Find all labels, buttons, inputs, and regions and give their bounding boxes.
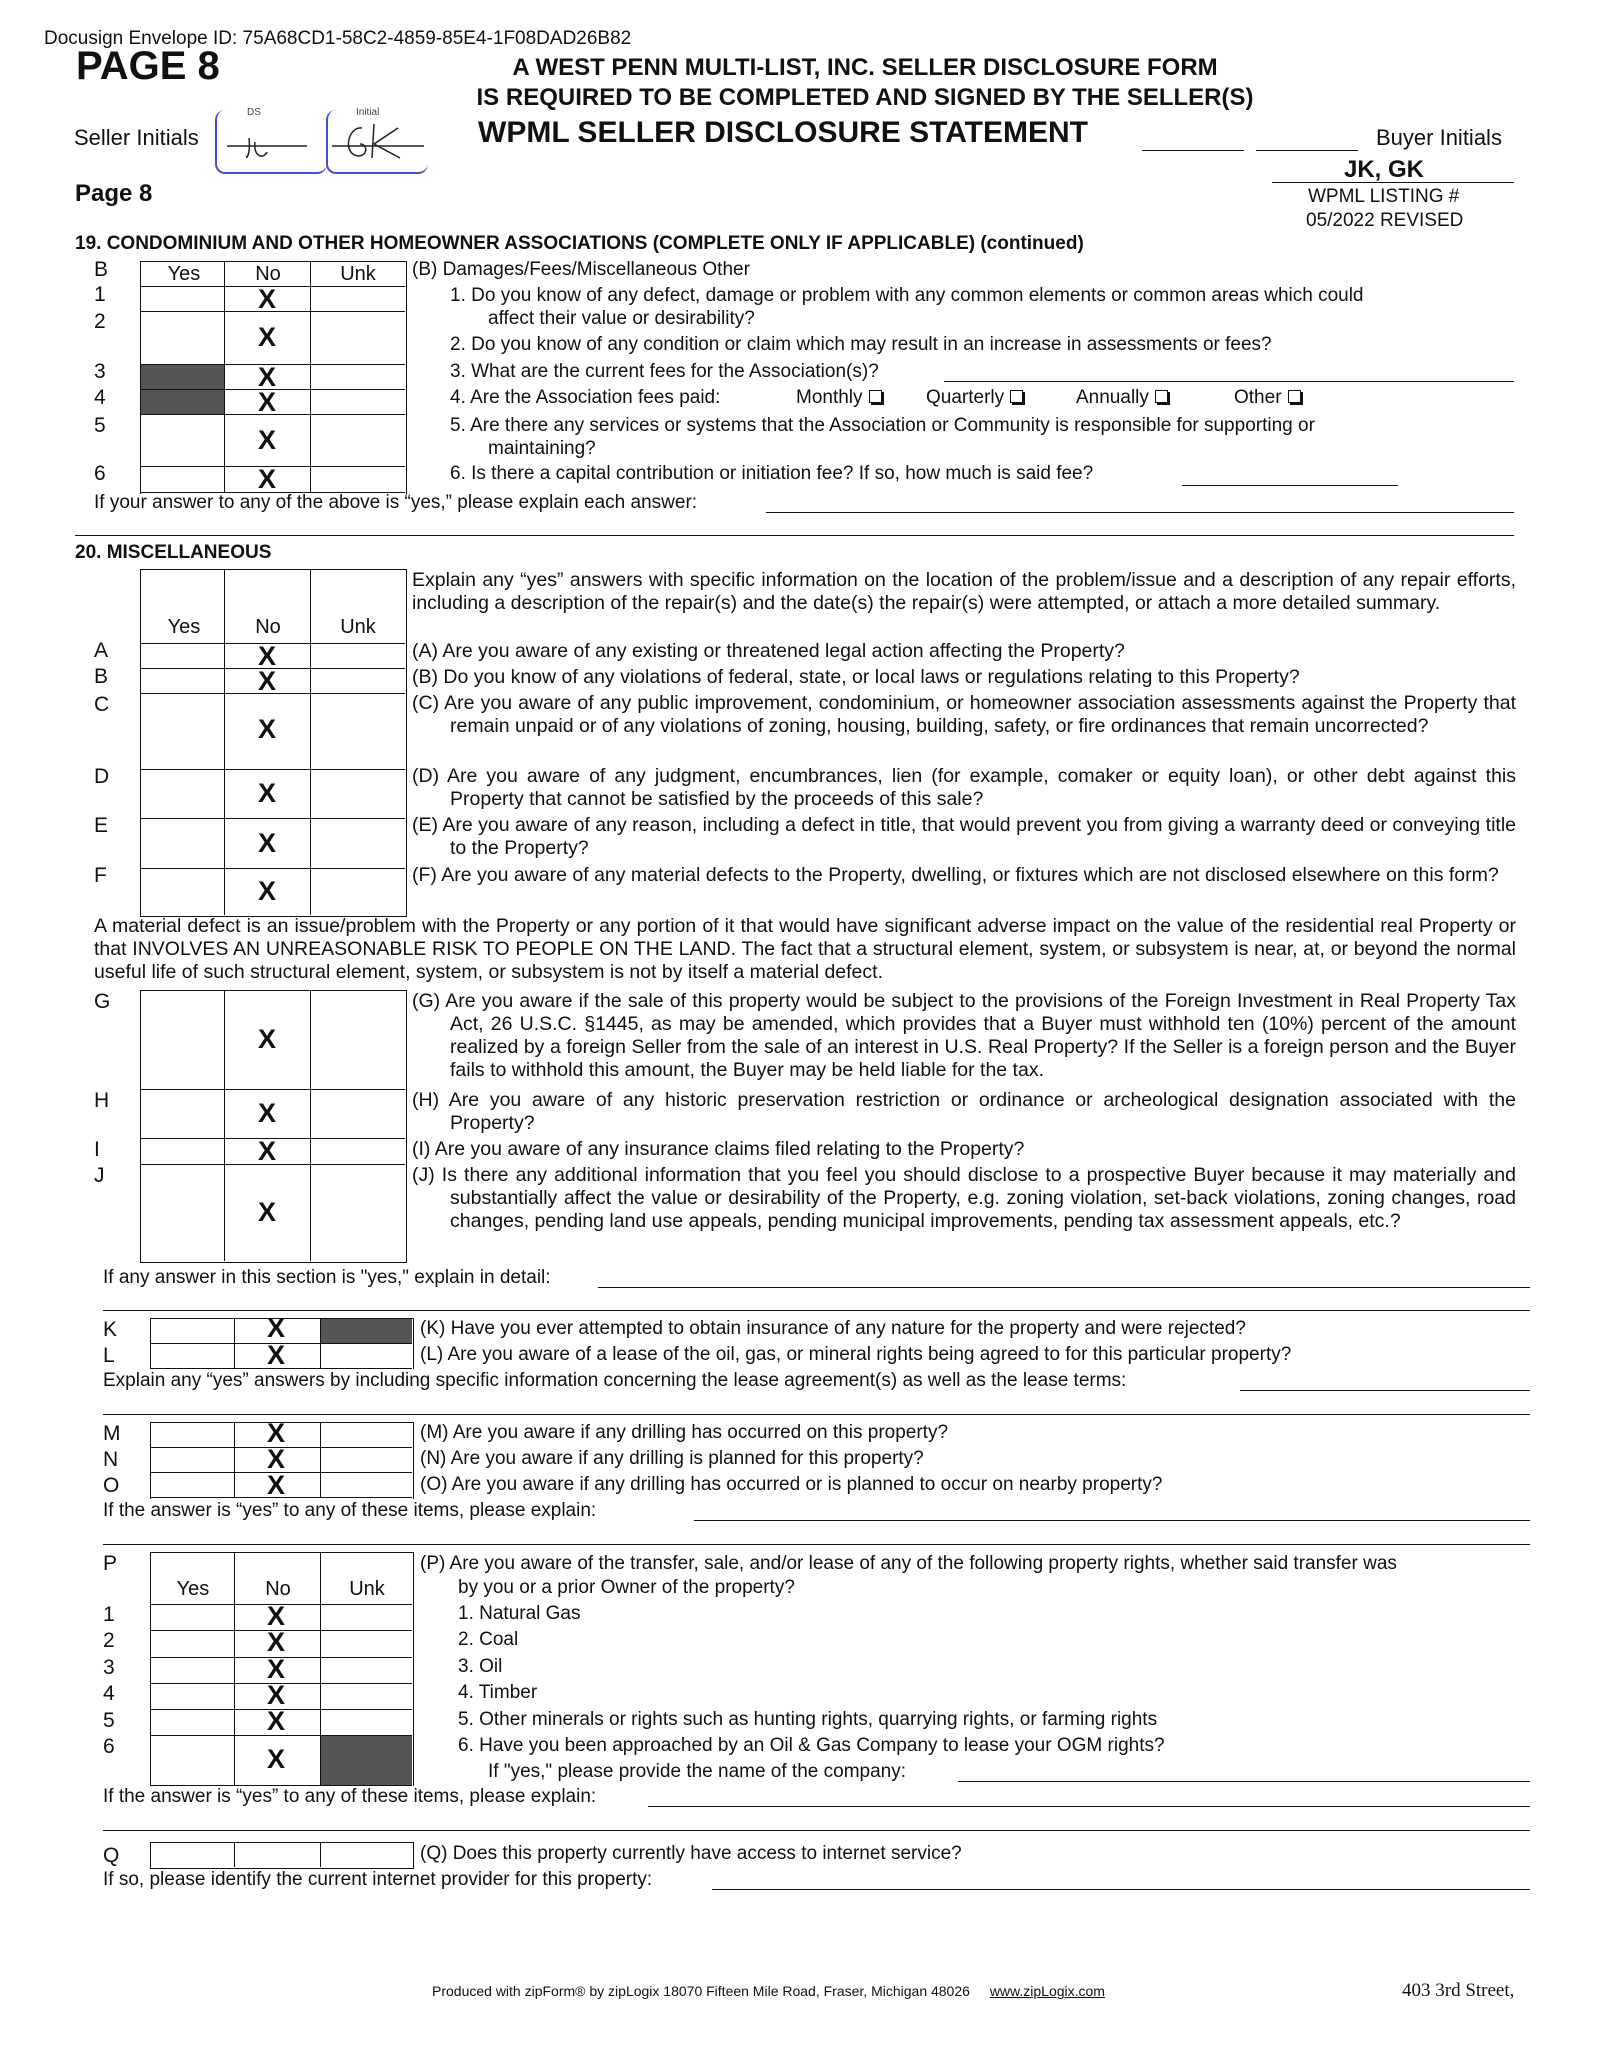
question-f: (F) Are you aware of any material defects to the Property, dwelling, or fixtures which are not disclosed elsewhere on this form?: [412, 864, 1499, 886]
question-h: (H) Are you aware of any historic preservation restriction or ordinance or archeological designation associated with the Property?: [412, 1089, 1516, 1134]
question-5: 5. Are there any services or systems that the Association or Community is responsible for supporting or: [450, 415, 1315, 436]
answer-no-mark[interactable]: X: [257, 641, 276, 671]
section-19-heading: 19. CONDOMINIUM AND OTHER HOMEOWNER ASSOCIATIONS (COMPLETE ONLY IF APPLICABLE) (continued): [75, 233, 1084, 254]
col-unk: Unk: [340, 616, 376, 638]
answer-no-mark[interactable]: X: [257, 778, 276, 808]
buyer-initials-value: JK, GK: [1344, 156, 1425, 183]
question-a: (A) Are you aware of any existing or threatened legal action affecting the Property?: [412, 640, 1125, 662]
question-b: (B) Do you know of any violations of federal, state, or local laws or regulations relating to this Property?: [412, 666, 1300, 688]
row-letter: K: [103, 1318, 118, 1341]
col-yes: Yes: [176, 1578, 210, 1600]
question-g: (G) Are you aware if the sale of this property would be subject to the provisions of the Foreign Investment in Real Property Tax Act, 26 U.S.C. §1445, as may be amended, which provides that a Buyer must withhold ten (10%) percent of the amount realized by a foreign Seller from the sale of an interest in U.S. Real Property? If the Seller is a foreign person and the Buyer fails to withhold this amount, the Buyer may be held liable for the tax.: [412, 990, 1516, 1081]
revised-date: 05/2022 REVISED: [1306, 210, 1464, 231]
answer-no-mark[interactable]: X: [266, 1418, 285, 1448]
ds-tag: DS: [247, 107, 261, 118]
answer-no-mark[interactable]: X: [266, 1706, 285, 1736]
question-k: (K) Have you ever attempted to obtain insurance of any nature for the property and were rejected?: [420, 1318, 1246, 1339]
checkbox-icon[interactable]: [869, 390, 882, 403]
envelope-id: Docusign Envelope ID: 75A68CD1-58C2-4859-85E4-1F08DAD26B82: [44, 28, 632, 49]
answer-no-mark[interactable]: X: [257, 362, 276, 392]
row-number: 3: [103, 1656, 115, 1679]
question-4: 4. Are the Association fees paid:: [450, 387, 721, 408]
row-number: 2: [94, 310, 106, 333]
question-i: (I) Are you aware of any insurance claims filed relating to the Property?: [412, 1138, 1025, 1160]
row-letter: F: [94, 864, 107, 887]
internet-provider-label: If so, please identify the current internet provider for this property:: [103, 1869, 653, 1890]
answer-no-mark[interactable]: X: [257, 1098, 276, 1128]
row-letter: N: [103, 1448, 119, 1471]
section-20-intro: Explain any “yes” answers with specific information on the location of the problem/issue and a description of any repair efforts, including a description of the repair(s) and the date(s) the repair(s) were attempted, or attach a more detailed summary.: [412, 569, 1516, 614]
question-d: (D) Are you aware of any judgment, encumbrances, lien (for example, comaker or equity loan), or other debt against this Property that cannot be satisfied by the proceeds of this sale?: [412, 765, 1516, 810]
form-title-1: A WEST PENN MULTI-LIST, INC. SELLER DISCLOSURE FORM: [512, 54, 1218, 81]
material-defect-definition: A material defect is an issue/problem with the Property or any portion of it that would have significant adverse impact on the value of the residential real Property or that INVOLVES AN UNREASONABLE RISK TO PEOPLE ON THE LAND. The fact that a structural element, system, or subsystem is near, at, or beyond the normal useful life of such structural element, system, or subsystem is not by itself a material defect.: [94, 915, 1516, 983]
answer-no-mark[interactable]: X: [266, 1444, 285, 1474]
form-title-2: IS REQUIRED TO BE COMPLETED AND SIGNED BY THE SELLER(S): [476, 84, 1254, 111]
p-item: 3. Oil: [458, 1656, 503, 1677]
explain-line[interactable]: [75, 535, 1514, 536]
section-19-explain: If your answer to any of the above is “yes,” please explain each answer:: [94, 492, 698, 513]
initial-tag: Initial: [356, 107, 380, 118]
listing-label: WPML LISTING #: [1308, 186, 1460, 207]
question-j: (J) Is there any additional information that you feel you should disclose to a prospective Buyer because it may materially and substantially affect the value or desirability of the Property, e.g. zoning violation, set-back violations, zoning changes, road changes, pending land use appeals, pending municipal improvements, pending tax assessment appeals, etc.?: [412, 1164, 1516, 1232]
fee-option-other[interactable]: Other: [1234, 387, 1301, 409]
internet-provider-line[interactable]: [712, 1889, 1530, 1890]
seller-initial-box-1[interactable]: [215, 107, 327, 174]
seller-signature-2: [328, 114, 428, 170]
answer-no-mark[interactable]: X: [266, 1313, 285, 1343]
explain-line[interactable]: [103, 1830, 1530, 1831]
fee-amount-line[interactable]: [1182, 485, 1398, 486]
page-label: Page 8: [75, 180, 153, 207]
explain-line[interactable]: [103, 1310, 1530, 1311]
explain-line[interactable]: [648, 1806, 1530, 1807]
footer-producer: [432, 1983, 1105, 1999]
p-item: 2. Coal: [458, 1629, 519, 1650]
footer-text: Produced with zipForm® by zipLogix 18070 Fifteen Mile Road, Fraser, Michigan 48026: [432, 1983, 970, 1999]
explain-line[interactable]: [1240, 1390, 1530, 1391]
question-n: (N) Are you aware if any drilling is planned for this property?: [420, 1448, 924, 1469]
section-20-heading: 20. MISCELLANEOUS: [75, 542, 272, 563]
p-company: If "yes," please provide the name of the company:: [488, 1761, 906, 1782]
answer-no-mark[interactable]: X: [257, 714, 276, 744]
col-yes: Yes: [167, 263, 201, 285]
col-no: No: [255, 616, 281, 638]
question-l: (L) Are you aware of a lease of the oil, gas, or mineral rights being agreed to for this particular property?: [420, 1344, 1292, 1365]
row-letter: G: [94, 990, 111, 1013]
answer-no-mark[interactable]: X: [266, 1744, 285, 1774]
form-title-3: WPML SELLER DISCLOSURE STATEMENT: [478, 116, 1089, 149]
p-item: 4. Timber: [458, 1682, 538, 1703]
row-number: 6: [103, 1735, 115, 1758]
page-title-big: PAGE 8: [76, 44, 220, 88]
row-letter: C: [94, 693, 110, 716]
answer-no-mark[interactable]: X: [257, 1024, 276, 1054]
answer-no-mark[interactable]: X: [257, 1197, 276, 1227]
row-number: 5: [103, 1709, 115, 1732]
answer-no-mark[interactable]: X: [257, 828, 276, 858]
row-number: 4: [103, 1682, 115, 1705]
answer-no-mark[interactable]: X: [257, 1136, 276, 1166]
question-p-cont: by you or a prior Owner of the property?: [458, 1577, 795, 1598]
p-item: 1. Natural Gas: [458, 1603, 581, 1624]
question-m: (M) Are you aware if any drilling has occurred on this property?: [420, 1422, 949, 1443]
row-letter: O: [103, 1474, 120, 1497]
row-letter: M: [103, 1422, 121, 1445]
property-address: 403 3rd Street,: [1402, 1980, 1515, 2001]
explain-line[interactable]: [694, 1520, 1530, 1521]
question-3: 3. What are the current fees for the Association(s)?: [450, 361, 879, 382]
row-number: 6: [94, 462, 106, 485]
question-heading: (B) Damages/Fees/Miscellaneous Other: [412, 259, 750, 280]
row-number: 4: [94, 386, 106, 409]
answer-no-mark[interactable]: X: [257, 666, 276, 696]
p-item: 5. Other minerals or rights such as hunting rights, quarrying rights, or farming rights: [458, 1709, 1158, 1730]
drilling-explain: If the answer is “yes” to any of these items, please explain:: [103, 1500, 597, 1521]
explain-line[interactable]: [103, 1414, 1530, 1415]
question-e: (E) Are you aware of any reason, including a defect in title, that would prevent you from giving a warranty deed or conveying title to the Property?: [412, 814, 1516, 859]
question-2: 2. Do you know of any condition or claim which may result in an increase in assessments or fees?: [450, 334, 1272, 355]
answer-no-mark[interactable]: X: [257, 464, 276, 494]
row-number: 3: [94, 360, 106, 383]
explain-line[interactable]: [103, 1544, 1530, 1545]
checkbox-icon[interactable]: [1288, 390, 1301, 403]
row-letter: D: [94, 765, 110, 788]
col-no: No: [265, 1578, 291, 1600]
row-number: 5: [94, 414, 106, 437]
seller-signature-1: [217, 116, 317, 166]
question-1-cont: affect their value or desirability?: [488, 308, 755, 329]
answer-no-mark[interactable]: X: [266, 1470, 285, 1500]
row-number: 1: [103, 1603, 115, 1626]
row-letter: B: [94, 258, 109, 281]
question-o: (O) Are you aware if any drilling has occurred or is planned to occur on nearby property?: [420, 1474, 1163, 1495]
p-item: 6. Have you been approached by an Oil & Gas Company to lease your OGM rights?: [458, 1735, 1165, 1756]
answer-no-mark[interactable]: X: [266, 1340, 285, 1370]
answer-no-mark[interactable]: X: [266, 1601, 285, 1631]
col-yes: Yes: [167, 616, 201, 638]
seller-initial-box-2[interactable]: [326, 107, 428, 174]
seller-initials-label: Seller Initials: [74, 125, 199, 150]
checkbox-icon[interactable]: [1010, 390, 1023, 403]
answer-no-mark[interactable]: X: [266, 1627, 285, 1657]
row-letter: P: [103, 1552, 118, 1575]
explain-line[interactable]: [766, 512, 1514, 513]
row-letter: A: [94, 639, 109, 662]
col-unk: Unk: [340, 263, 376, 285]
answer-no-mark[interactable]: X: [257, 425, 276, 455]
col-no: No: [255, 263, 281, 285]
question-q: (Q) Does this property currently have access to internet service?: [420, 1843, 962, 1864]
buyer-initials-label: Buyer Initials: [1376, 125, 1502, 150]
row-letter: L: [103, 1344, 115, 1367]
lease-explain: Explain any “yes” answers by including specific information concerning the lease agreement(s) as well as the lease terms:: [103, 1370, 1127, 1391]
question-6: 6. Is there a capital contribution or initiation fee? If so, how much is said fee?: [450, 463, 1094, 484]
explain-line[interactable]: [598, 1287, 1530, 1288]
row-letter: J: [94, 1164, 105, 1187]
question-c: (C) Are you aware of any public improvement, condominium, or homeowner association assessments against the Property that remain unpaid or of any violations of zoning, housing, building, safety, or fire ordinances that remain uncorrected?: [412, 692, 1516, 737]
company-input-line[interactable]: [958, 1781, 1530, 1782]
footer-link[interactable]: www.zipLogix.com: [989, 1983, 1105, 1999]
answer-no-mark[interactable]: X: [257, 387, 276, 417]
col-unk: Unk: [349, 1578, 385, 1600]
row-letter: Q: [103, 1844, 120, 1867]
p-explain: If the answer is “yes” to any of these items, please explain:: [103, 1786, 597, 1807]
answer-no-mark[interactable]: X: [257, 322, 276, 352]
row-letter: E: [94, 814, 109, 837]
fees-input-line[interactable]: [944, 381, 1514, 382]
row-number: 2: [103, 1629, 115, 1652]
answer-no-mark[interactable]: X: [266, 1654, 285, 1684]
checkbox-icon[interactable]: [1155, 390, 1168, 403]
row-letter: H: [94, 1089, 110, 1112]
answer-no-mark[interactable]: X: [257, 284, 276, 314]
fee-option-monthly[interactable]: Monthly: [796, 387, 882, 409]
row-number: 1: [94, 283, 106, 306]
section-20-explain: If any answer in this section is "yes," explain in detail:: [103, 1267, 551, 1288]
row-letter: I: [94, 1138, 100, 1161]
question-1: 1. Do you know of any defect, damage or problem with any common elements or common areas which could: [450, 285, 1364, 306]
question-5-cont: maintaining?: [488, 438, 596, 459]
answer-no-mark[interactable]: X: [266, 1680, 285, 1710]
fee-option-annually[interactable]: Annually: [1076, 387, 1168, 409]
fee-option-quarterly[interactable]: Quarterly: [926, 387, 1023, 409]
answer-no-mark[interactable]: X: [257, 876, 276, 906]
row-letter: B: [94, 665, 109, 688]
question-p: (P) Are you aware of the transfer, sale, and/or lease of any of the following property rights, whether said transfer was: [420, 1553, 1397, 1574]
